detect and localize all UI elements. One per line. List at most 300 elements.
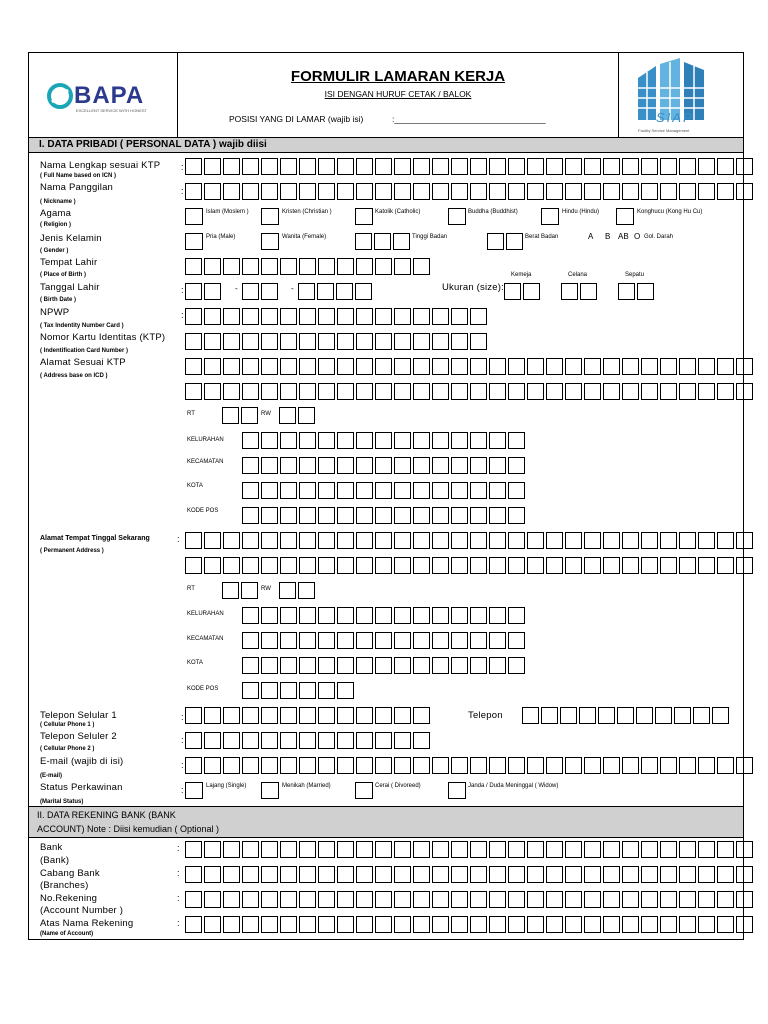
- char-cell[interactable]: [261, 158, 278, 175]
- char-cell[interactable]: [242, 383, 259, 400]
- char-cell[interactable]: [527, 557, 544, 574]
- char-cell[interactable]: [470, 308, 487, 325]
- char-cell[interactable]: [679, 383, 696, 400]
- char-cell[interactable]: [565, 532, 582, 549]
- char-cell[interactable]: [337, 657, 354, 674]
- char-cell[interactable]: [508, 532, 525, 549]
- char-cell[interactable]: [660, 158, 677, 175]
- char-cell[interactable]: [280, 841, 297, 858]
- char-cell[interactable]: [261, 183, 278, 200]
- char-cell[interactable]: [565, 158, 582, 175]
- char-cell[interactable]: [546, 358, 563, 375]
- char-cell[interactable]: [299, 632, 316, 649]
- char-cell[interactable]: [508, 432, 525, 449]
- char-cell[interactable]: [489, 532, 506, 549]
- char-cell[interactable]: [432, 607, 449, 624]
- checkbox-lajang[interactable]: [185, 782, 203, 799]
- char-cell[interactable]: [241, 582, 258, 599]
- input-tinggi-badan[interactable]: [355, 233, 410, 250]
- char-cell[interactable]: [299, 732, 316, 749]
- input-celana[interactable]: [561, 283, 597, 300]
- char-cell[interactable]: [603, 358, 620, 375]
- char-cell[interactable]: [280, 308, 297, 325]
- char-cell[interactable]: [413, 532, 430, 549]
- char-cell[interactable]: [736, 891, 753, 908]
- char-cell[interactable]: [337, 457, 354, 474]
- char-cell[interactable]: [508, 632, 525, 649]
- char-cell[interactable]: [508, 358, 525, 375]
- char-cell[interactable]: [356, 657, 373, 674]
- input-kota-2[interactable]: [242, 657, 525, 674]
- char-cell[interactable]: [299, 507, 316, 524]
- char-cell[interactable]: [185, 333, 202, 350]
- char-cell[interactable]: [204, 732, 221, 749]
- char-cell[interactable]: [356, 841, 373, 858]
- char-cell[interactable]: [280, 432, 297, 449]
- char-cell[interactable]: [451, 916, 468, 933]
- char-cell[interactable]: [261, 707, 278, 724]
- char-cell[interactable]: [508, 657, 525, 674]
- char-cell[interactable]: [546, 891, 563, 908]
- char-cell[interactable]: [394, 607, 411, 624]
- char-cell[interactable]: [337, 383, 354, 400]
- char-cell[interactable]: [280, 482, 297, 499]
- char-cell[interactable]: [527, 358, 544, 375]
- char-cell[interactable]: [489, 507, 506, 524]
- char-cell[interactable]: [660, 757, 677, 774]
- char-cell[interactable]: [413, 866, 430, 883]
- char-cell[interactable]: [432, 457, 449, 474]
- char-cell[interactable]: [337, 866, 354, 883]
- char-cell[interactable]: [641, 841, 658, 858]
- char-cell[interactable]: [261, 432, 278, 449]
- char-cell[interactable]: [318, 757, 335, 774]
- char-cell[interactable]: [508, 158, 525, 175]
- char-cell[interactable]: [451, 632, 468, 649]
- input-kemeja[interactable]: [504, 283, 540, 300]
- char-cell[interactable]: [394, 383, 411, 400]
- char-cell[interactable]: [508, 757, 525, 774]
- char-cell[interactable]: [318, 557, 335, 574]
- char-cell[interactable]: [356, 607, 373, 624]
- char-cell[interactable]: [394, 891, 411, 908]
- checkbox-pria[interactable]: [185, 233, 203, 250]
- char-cell[interactable]: [698, 757, 715, 774]
- char-cell[interactable]: [280, 358, 297, 375]
- char-cell[interactable]: [223, 866, 240, 883]
- char-cell[interactable]: [717, 532, 734, 549]
- char-cell[interactable]: [280, 258, 297, 275]
- checkbox-cerai[interactable]: [355, 782, 373, 799]
- char-cell[interactable]: [242, 482, 259, 499]
- input-alamat-ktp-2[interactable]: [185, 383, 753, 400]
- char-cell[interactable]: [318, 682, 335, 699]
- char-cell[interactable]: [280, 457, 297, 474]
- char-cell[interactable]: [299, 457, 316, 474]
- char-cell[interactable]: [641, 358, 658, 375]
- char-cell[interactable]: [298, 582, 315, 599]
- char-cell[interactable]: [299, 841, 316, 858]
- char-cell[interactable]: [413, 358, 430, 375]
- char-cell[interactable]: [280, 732, 297, 749]
- char-cell[interactable]: [242, 283, 259, 300]
- char-cell[interactable]: [432, 557, 449, 574]
- char-cell[interactable]: [318, 333, 335, 350]
- char-cell[interactable]: [394, 333, 411, 350]
- char-cell[interactable]: [565, 866, 582, 883]
- char-cell[interactable]: [280, 333, 297, 350]
- char-cell[interactable]: [299, 891, 316, 908]
- char-cell[interactable]: [489, 916, 506, 933]
- char-cell[interactable]: [432, 532, 449, 549]
- char-cell[interactable]: [622, 183, 639, 200]
- char-cell[interactable]: [470, 507, 487, 524]
- char-cell[interactable]: [375, 258, 392, 275]
- char-cell[interactable]: [413, 482, 430, 499]
- input-kecamatan[interactable]: [242, 457, 525, 474]
- input-kelurahan-2[interactable]: [242, 607, 525, 624]
- char-cell[interactable]: [337, 707, 354, 724]
- char-cell[interactable]: [565, 916, 582, 933]
- char-cell[interactable]: [318, 632, 335, 649]
- char-cell[interactable]: [470, 916, 487, 933]
- char-cell[interactable]: [374, 233, 391, 250]
- char-cell[interactable]: [394, 183, 411, 200]
- char-cell[interactable]: [223, 358, 240, 375]
- char-cell[interactable]: [641, 158, 658, 175]
- char-cell[interactable]: [394, 258, 411, 275]
- char-cell[interactable]: [603, 383, 620, 400]
- char-cell[interactable]: [299, 383, 316, 400]
- char-cell[interactable]: [451, 841, 468, 858]
- char-cell[interactable]: [470, 457, 487, 474]
- char-cell[interactable]: [299, 682, 316, 699]
- checkbox-buddha[interactable]: [448, 208, 466, 225]
- char-cell[interactable]: [318, 383, 335, 400]
- char-cell[interactable]: [603, 158, 620, 175]
- char-cell[interactable]: [242, 757, 259, 774]
- char-cell[interactable]: [660, 532, 677, 549]
- char-cell[interactable]: [712, 707, 729, 724]
- input-norek[interactable]: [185, 891, 753, 908]
- char-cell[interactable]: [451, 607, 468, 624]
- char-cell[interactable]: [717, 757, 734, 774]
- char-cell[interactable]: [641, 757, 658, 774]
- char-cell[interactable]: [641, 183, 658, 200]
- char-cell[interactable]: [318, 258, 335, 275]
- char-cell[interactable]: [736, 557, 753, 574]
- char-cell[interactable]: [299, 333, 316, 350]
- char-cell[interactable]: [394, 707, 411, 724]
- char-cell[interactable]: [641, 916, 658, 933]
- char-cell[interactable]: [223, 183, 240, 200]
- input-kodepos[interactable]: [242, 507, 525, 524]
- char-cell[interactable]: [242, 841, 259, 858]
- char-cell[interactable]: [508, 841, 525, 858]
- input-email[interactable]: [185, 757, 753, 774]
- char-cell[interactable]: [451, 532, 468, 549]
- char-cell[interactable]: [541, 707, 558, 724]
- char-cell[interactable]: [375, 557, 392, 574]
- char-cell[interactable]: [622, 383, 639, 400]
- char-cell[interactable]: [527, 866, 544, 883]
- char-cell[interactable]: [185, 841, 202, 858]
- char-cell[interactable]: [527, 158, 544, 175]
- char-cell[interactable]: [356, 891, 373, 908]
- char-cell[interactable]: [223, 383, 240, 400]
- char-cell[interactable]: [413, 632, 430, 649]
- char-cell[interactable]: [185, 258, 202, 275]
- char-cell[interactable]: [394, 841, 411, 858]
- char-cell[interactable]: [185, 158, 202, 175]
- char-cell[interactable]: [299, 707, 316, 724]
- char-cell[interactable]: [299, 607, 316, 624]
- char-cell[interactable]: [508, 482, 525, 499]
- input-telepon1[interactable]: [185, 707, 430, 724]
- char-cell[interactable]: [660, 557, 677, 574]
- input-bank[interactable]: [185, 841, 753, 858]
- char-cell[interactable]: [242, 732, 259, 749]
- char-cell[interactable]: [641, 866, 658, 883]
- char-cell[interactable]: [508, 891, 525, 908]
- char-cell[interactable]: [660, 916, 677, 933]
- char-cell[interactable]: [299, 532, 316, 549]
- char-cell[interactable]: [375, 866, 392, 883]
- char-cell[interactable]: [356, 308, 373, 325]
- input-sepatu[interactable]: [618, 283, 654, 300]
- char-cell[interactable]: [413, 557, 430, 574]
- char-cell[interactable]: [337, 632, 354, 649]
- char-cell[interactable]: [241, 407, 258, 424]
- char-cell[interactable]: [603, 891, 620, 908]
- char-cell[interactable]: [451, 333, 468, 350]
- char-cell[interactable]: [394, 482, 411, 499]
- char-cell[interactable]: [394, 916, 411, 933]
- char-cell[interactable]: [337, 682, 354, 699]
- char-cell[interactable]: [660, 358, 677, 375]
- char-cell[interactable]: [508, 457, 525, 474]
- char-cell[interactable]: [527, 383, 544, 400]
- char-cell[interactable]: [223, 732, 240, 749]
- char-cell[interactable]: [470, 841, 487, 858]
- char-cell[interactable]: [413, 891, 430, 908]
- char-cell[interactable]: [336, 283, 353, 300]
- char-cell[interactable]: [560, 707, 577, 724]
- char-cell[interactable]: [622, 358, 639, 375]
- char-cell[interactable]: [337, 507, 354, 524]
- char-cell[interactable]: [280, 866, 297, 883]
- char-cell[interactable]: [337, 607, 354, 624]
- char-cell[interactable]: [565, 383, 582, 400]
- char-cell[interactable]: [298, 407, 315, 424]
- char-cell[interactable]: [584, 158, 601, 175]
- char-cell[interactable]: [580, 283, 597, 300]
- char-cell[interactable]: [679, 158, 696, 175]
- char-cell[interactable]: [451, 158, 468, 175]
- checkbox-hindu[interactable]: [541, 208, 559, 225]
- char-cell[interactable]: [679, 183, 696, 200]
- char-cell[interactable]: [679, 757, 696, 774]
- char-cell[interactable]: [717, 916, 734, 933]
- char-cell[interactable]: [674, 707, 691, 724]
- char-cell[interactable]: [356, 557, 373, 574]
- char-cell[interactable]: [356, 457, 373, 474]
- char-cell[interactable]: [356, 482, 373, 499]
- char-cell[interactable]: [337, 308, 354, 325]
- char-cell[interactable]: [394, 866, 411, 883]
- char-cell[interactable]: [679, 358, 696, 375]
- char-cell[interactable]: [394, 358, 411, 375]
- char-cell[interactable]: [279, 407, 296, 424]
- char-cell[interactable]: [470, 632, 487, 649]
- char-cell[interactable]: [506, 233, 523, 250]
- char-cell[interactable]: [242, 607, 259, 624]
- char-cell[interactable]: [337, 258, 354, 275]
- input-bulan[interactable]: [242, 283, 278, 300]
- char-cell[interactable]: [622, 557, 639, 574]
- char-cell[interactable]: [204, 358, 221, 375]
- char-cell[interactable]: [185, 707, 202, 724]
- char-cell[interactable]: [242, 358, 259, 375]
- char-cell[interactable]: [223, 308, 240, 325]
- char-cell[interactable]: [717, 183, 734, 200]
- char-cell[interactable]: [223, 158, 240, 175]
- char-cell[interactable]: [679, 891, 696, 908]
- char-cell[interactable]: [470, 358, 487, 375]
- char-cell[interactable]: [299, 482, 316, 499]
- char-cell[interactable]: [489, 841, 506, 858]
- char-cell[interactable]: [356, 757, 373, 774]
- char-cell[interactable]: [432, 383, 449, 400]
- char-cell[interactable]: [185, 866, 202, 883]
- char-cell[interactable]: [470, 183, 487, 200]
- char-cell[interactable]: [375, 358, 392, 375]
- char-cell[interactable]: [736, 532, 753, 549]
- char-cell[interactable]: [413, 732, 430, 749]
- char-cell[interactable]: [280, 383, 297, 400]
- char-cell[interactable]: [223, 891, 240, 908]
- char-cell[interactable]: [636, 707, 653, 724]
- char-cell[interactable]: [279, 582, 296, 599]
- char-cell[interactable]: [280, 183, 297, 200]
- char-cell[interactable]: [487, 233, 504, 250]
- char-cell[interactable]: [280, 632, 297, 649]
- char-cell[interactable]: [375, 507, 392, 524]
- char-cell[interactable]: [318, 158, 335, 175]
- char-cell[interactable]: [242, 866, 259, 883]
- char-cell[interactable]: [508, 557, 525, 574]
- char-cell[interactable]: [698, 158, 715, 175]
- char-cell[interactable]: [375, 841, 392, 858]
- char-cell[interactable]: [280, 657, 297, 674]
- checkbox-katolik[interactable]: [355, 208, 373, 225]
- char-cell[interactable]: [489, 632, 506, 649]
- char-cell[interactable]: [261, 457, 278, 474]
- char-cell[interactable]: [356, 183, 373, 200]
- char-cell[interactable]: [204, 841, 221, 858]
- char-cell[interactable]: [698, 866, 715, 883]
- char-cell[interactable]: [204, 891, 221, 908]
- char-cell[interactable]: [394, 158, 411, 175]
- char-cell[interactable]: [698, 841, 715, 858]
- char-cell[interactable]: [261, 916, 278, 933]
- char-cell[interactable]: [375, 757, 392, 774]
- char-cell[interactable]: [451, 657, 468, 674]
- char-cell[interactable]: [242, 632, 259, 649]
- char-cell[interactable]: [489, 457, 506, 474]
- char-cell[interactable]: [261, 507, 278, 524]
- char-cell[interactable]: [280, 757, 297, 774]
- char-cell[interactable]: [603, 183, 620, 200]
- char-cell[interactable]: [622, 532, 639, 549]
- char-cell[interactable]: [375, 657, 392, 674]
- char-cell[interactable]: [508, 607, 525, 624]
- char-cell[interactable]: [204, 383, 221, 400]
- char-cell[interactable]: [561, 283, 578, 300]
- char-cell[interactable]: [242, 657, 259, 674]
- char-cell[interactable]: [375, 532, 392, 549]
- char-cell[interactable]: [261, 891, 278, 908]
- char-cell[interactable]: [223, 258, 240, 275]
- char-cell[interactable]: [337, 916, 354, 933]
- char-cell[interactable]: [242, 432, 259, 449]
- char-cell[interactable]: [318, 432, 335, 449]
- char-cell[interactable]: [413, 158, 430, 175]
- char-cell[interactable]: [337, 891, 354, 908]
- char-cell[interactable]: [242, 333, 259, 350]
- char-cell[interactable]: [413, 507, 430, 524]
- char-cell[interactable]: [337, 183, 354, 200]
- char-cell[interactable]: [527, 841, 544, 858]
- char-cell[interactable]: [641, 383, 658, 400]
- char-cell[interactable]: [204, 866, 221, 883]
- char-cell[interactable]: [432, 866, 449, 883]
- char-cell[interactable]: [413, 383, 430, 400]
- char-cell[interactable]: [470, 891, 487, 908]
- char-cell[interactable]: [641, 557, 658, 574]
- char-cell[interactable]: [356, 507, 373, 524]
- char-cell[interactable]: [394, 632, 411, 649]
- char-cell[interactable]: [299, 916, 316, 933]
- input-cabang[interactable]: [185, 866, 753, 883]
- char-cell[interactable]: [223, 333, 240, 350]
- char-cell[interactable]: [546, 183, 563, 200]
- char-cell[interactable]: [641, 891, 658, 908]
- char-cell[interactable]: [523, 283, 540, 300]
- char-cell[interactable]: [185, 308, 202, 325]
- input-rt[interactable]: [222, 407, 258, 424]
- char-cell[interactable]: [204, 707, 221, 724]
- char-cell[interactable]: [242, 532, 259, 549]
- char-cell[interactable]: [394, 432, 411, 449]
- char-cell[interactable]: [546, 383, 563, 400]
- char-cell[interactable]: [584, 841, 601, 858]
- char-cell[interactable]: [508, 866, 525, 883]
- char-cell[interactable]: [579, 707, 596, 724]
- char-cell[interactable]: [584, 383, 601, 400]
- char-cell[interactable]: [451, 457, 468, 474]
- char-cell[interactable]: [299, 757, 316, 774]
- char-cell[interactable]: [413, 707, 430, 724]
- char-cell[interactable]: [655, 707, 672, 724]
- char-cell[interactable]: [660, 383, 677, 400]
- char-cell[interactable]: [432, 891, 449, 908]
- char-cell[interactable]: [508, 183, 525, 200]
- char-cell[interactable]: [660, 183, 677, 200]
- char-cell[interactable]: [565, 891, 582, 908]
- char-cell[interactable]: [356, 632, 373, 649]
- char-cell[interactable]: [375, 432, 392, 449]
